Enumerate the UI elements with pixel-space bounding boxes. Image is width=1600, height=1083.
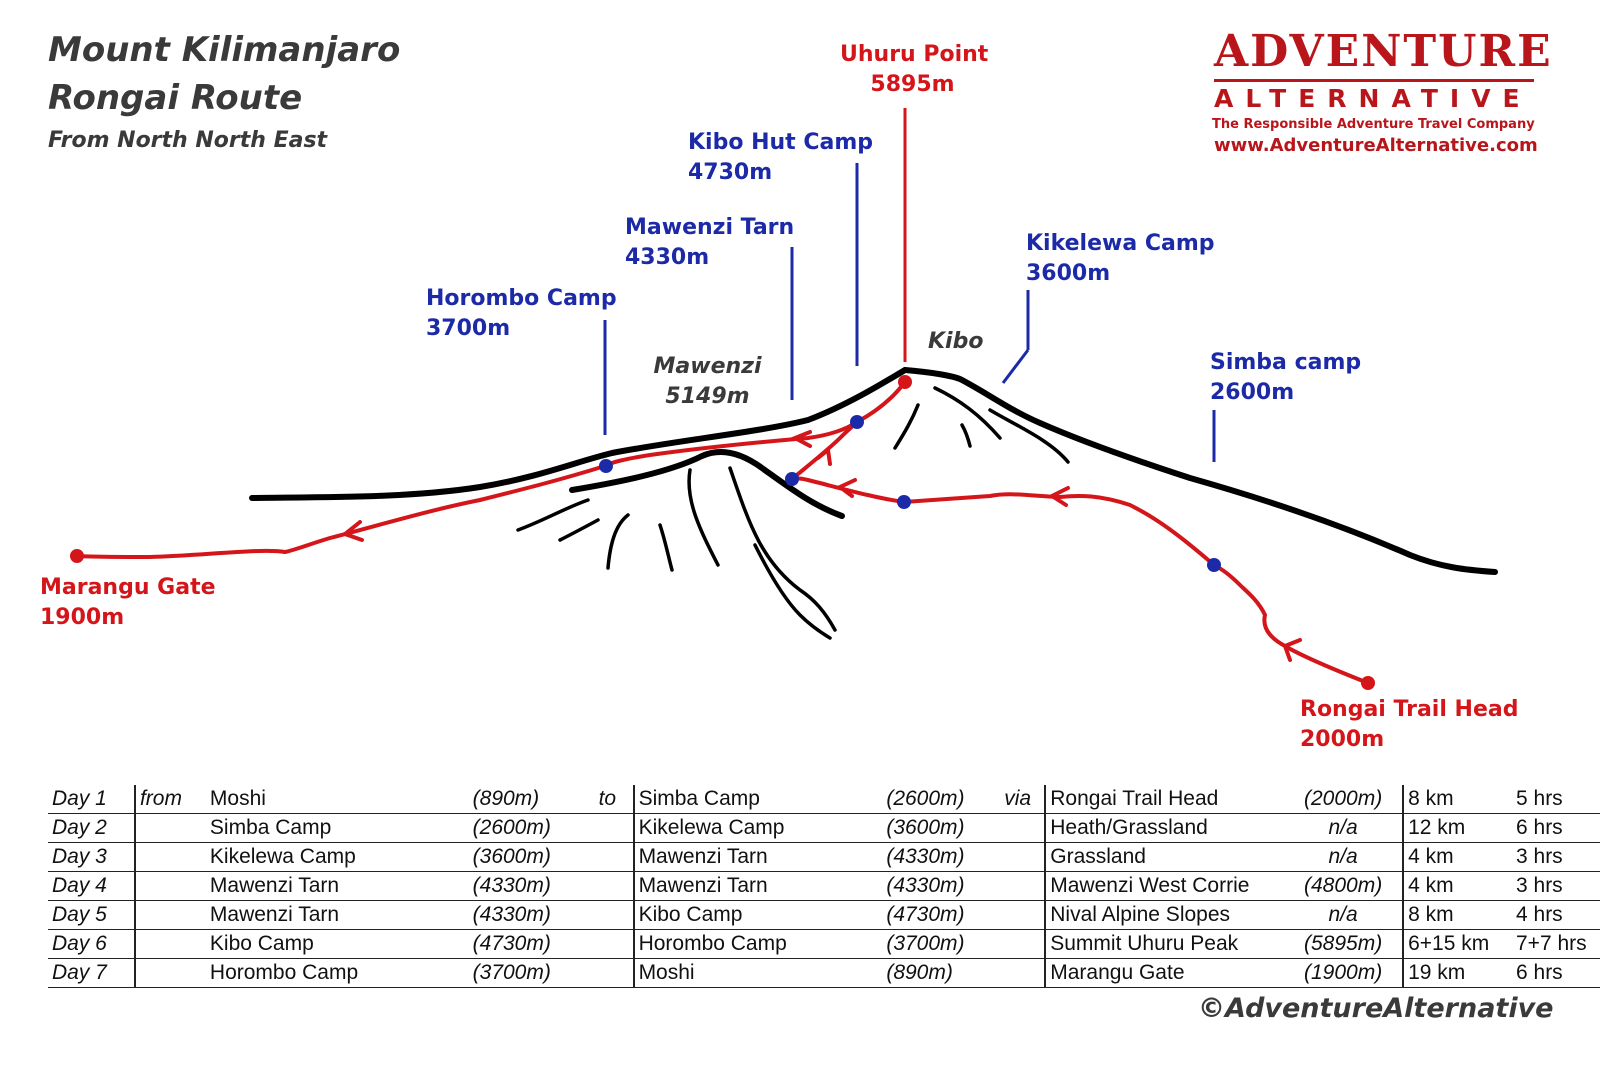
to-alt-cell: (4330m)	[882, 872, 1000, 901]
via-word-cell	[1000, 843, 1045, 872]
title-line-1: Mount Kilimanjaro	[48, 30, 401, 70]
itinerary-row	[48, 872, 1600, 901]
to-word-cell	[595, 901, 634, 930]
point-marangu-gate	[70, 549, 84, 563]
to-cell: Simba Camp	[634, 785, 883, 814]
to-alt-cell: (3600m)	[882, 814, 1000, 843]
from-cell: Kikelewa Camp	[206, 843, 469, 872]
day-cell: Day 7	[48, 959, 135, 988]
from-cell: Simba Camp	[206, 814, 469, 843]
from-word-cell	[135, 843, 206, 872]
from-alt-cell: (890m)	[469, 785, 595, 814]
from-word-cell	[135, 872, 206, 901]
via-cell: Rongai Trail Head	[1045, 785, 1284, 814]
itinerary-row	[48, 843, 1600, 872]
from-alt-cell: (4330m)	[469, 901, 595, 930]
day-cell: Day 3	[48, 843, 135, 872]
via-alt-cell: (1900m)	[1284, 959, 1403, 988]
distance-cell: 6+15 km	[1403, 930, 1512, 959]
day-cell: Day 6	[48, 930, 135, 959]
to-cell: Kikelewa Camp	[634, 814, 883, 843]
from-word-cell	[135, 959, 206, 988]
via-alt-cell: (5895m)	[1284, 930, 1403, 959]
peak-mawenzi	[650, 352, 765, 412]
label-uhuru-alt: 5895m	[870, 72, 955, 97]
day-cell: Day 5	[48, 901, 135, 930]
to-alt-cell: (2600m)	[882, 785, 1000, 814]
from-word-cell	[135, 930, 206, 959]
via-word-cell	[1000, 872, 1045, 901]
label-kikelewa	[1026, 229, 1215, 289]
itinerary-row	[48, 901, 1600, 930]
distance-cell: 4 km	[1403, 872, 1512, 901]
peak-kibo: Kibo	[928, 329, 984, 354]
via-word-cell: via	[1000, 785, 1045, 814]
mawenzi-gullies	[518, 468, 835, 638]
label-rongai-name: Rongai Trail Head	[1300, 697, 1519, 722]
camp-dot-kikelewa	[897, 495, 911, 509]
label-horombo-name: Horombo Camp	[426, 286, 617, 311]
to-alt-cell: (3700m)	[882, 930, 1000, 959]
from-alt-cell: (3600m)	[469, 843, 595, 872]
to-word-cell	[595, 872, 634, 901]
label-kibo-hut-alt: 4730m	[688, 160, 773, 185]
to-cell: Moshi	[634, 959, 883, 988]
label-simba-alt: 2600m	[1210, 380, 1295, 405]
to-alt-cell: (4730m)	[882, 901, 1000, 930]
itinerary-table	[48, 785, 1600, 988]
to-cell: Mawenzi Tarn	[634, 872, 883, 901]
label-rongai	[1300, 695, 1518, 755]
via-cell: Grassland	[1045, 843, 1284, 872]
label-mawenzi-tarn	[625, 213, 794, 273]
to-word-cell	[595, 930, 634, 959]
via-alt-cell: (2000m)	[1284, 785, 1403, 814]
via-alt-cell: (4800m)	[1284, 872, 1403, 901]
distance-cell: 12 km	[1403, 814, 1512, 843]
label-horombo-alt: 3700m	[426, 316, 511, 341]
label-uhuru-name: Uhuru Point	[840, 42, 989, 67]
to-alt-cell: (890m)	[882, 959, 1000, 988]
brand-name: ADVENTURE	[1214, 26, 1553, 77]
label-simba-name: Simba camp	[1210, 350, 1362, 375]
via-alt-cell: n/a	[1284, 901, 1403, 930]
time-cell: 6 hrs	[1512, 814, 1600, 843]
to-alt-cell: (4330m)	[882, 843, 1000, 872]
camp-dot-kibo-hut	[850, 415, 864, 429]
time-cell: 5 hrs	[1512, 785, 1600, 814]
time-cell: 6 hrs	[1512, 959, 1600, 988]
peak-mawenzi-name: Mawenzi	[653, 354, 762, 379]
distance-cell: 19 km	[1403, 959, 1512, 988]
label-marangu-name: Marangu Gate	[40, 575, 216, 600]
brand-name-2: ALTERNATIVE	[1214, 84, 1532, 113]
time-cell: 7+7 hrs	[1512, 930, 1600, 959]
to-word-cell	[595, 843, 634, 872]
kikelewa-leader-2	[1003, 350, 1028, 383]
via-cell: Summit Uhuru Peak	[1045, 930, 1284, 959]
via-word-cell	[1000, 901, 1045, 930]
distance-cell: 8 km	[1403, 785, 1512, 814]
via-cell: Mawenzi West Corrie	[1045, 872, 1284, 901]
camp-dot-horombo	[599, 459, 613, 473]
from-alt-cell: (2600m)	[469, 814, 595, 843]
from-cell: Kibo Camp	[206, 930, 469, 959]
point-uhuru	[898, 375, 912, 389]
via-cell: Heath/Grassland	[1045, 814, 1284, 843]
route-ascent-line	[792, 422, 1368, 683]
label-kikelewa-name: Kikelewa Camp	[1026, 231, 1215, 256]
from-alt-cell: (3700m)	[469, 959, 595, 988]
via-alt-cell: n/a	[1284, 814, 1403, 843]
peak-mawenzi-alt: 5149m	[665, 384, 750, 409]
route-descent-line	[77, 382, 905, 557]
via-word-cell	[1000, 930, 1045, 959]
itinerary-row	[48, 930, 1600, 959]
label-mawenzi-tarn-alt: 4330m	[625, 245, 710, 270]
from-cell: Mawenzi Tarn	[206, 901, 469, 930]
distance-cell: 4 km	[1403, 843, 1512, 872]
via-alt-cell: n/a	[1284, 843, 1403, 872]
label-horombo	[426, 284, 617, 344]
from-cell: Moshi	[206, 785, 469, 814]
time-cell: 4 hrs	[1512, 901, 1600, 930]
label-simba	[1210, 348, 1361, 408]
label-mawenzi-tarn-name: Mawenzi Tarn	[625, 215, 795, 240]
via-word-cell	[1000, 959, 1045, 988]
time-cell: 3 hrs	[1512, 843, 1600, 872]
to-word-cell	[595, 959, 634, 988]
label-rongai-alt: 2000m	[1300, 727, 1385, 752]
time-cell: 3 hrs	[1512, 872, 1600, 901]
label-kibo-hut	[688, 128, 873, 188]
distance-cell: 8 km	[1403, 901, 1512, 930]
label-marangu-alt: 1900m	[40, 605, 125, 630]
itinerary-row	[48, 959, 1600, 988]
camp-dot-mawenzi-tarn	[785, 472, 799, 486]
to-cell: Kibo Camp	[634, 901, 883, 930]
label-kikelewa-alt: 3600m	[1026, 261, 1111, 286]
copyright: ©AdventureAlternative	[1198, 993, 1554, 1024]
from-cell: Mawenzi Tarn	[206, 872, 469, 901]
via-word-cell	[1000, 814, 1045, 843]
from-word-cell: from	[135, 785, 206, 814]
label-marangu	[40, 573, 216, 633]
from-word-cell	[135, 814, 206, 843]
label-kibo-hut-name: Kibo Hut Camp	[688, 130, 874, 155]
from-cell: Horombo Camp	[206, 959, 469, 988]
to-cell: Horombo Camp	[634, 930, 883, 959]
to-word-cell	[595, 814, 634, 843]
title-line-2: Rongai Route	[48, 78, 303, 118]
to-cell: Mawenzi Tarn	[634, 843, 883, 872]
from-alt-cell: (4330m)	[469, 872, 595, 901]
via-cell: Marangu Gate	[1045, 959, 1284, 988]
subtitle: From North North East	[48, 128, 328, 153]
from-word-cell	[135, 901, 206, 930]
itinerary-row	[48, 785, 1600, 814]
itinerary-row	[48, 814, 1600, 843]
label-uhuru	[840, 40, 989, 100]
via-cell: Nival Alpine Slopes	[1045, 901, 1284, 930]
day-cell: Day 4	[48, 872, 135, 901]
day-cell: Day 1	[48, 785, 135, 814]
itinerary-body	[48, 785, 1600, 988]
point-rongai-trail-head	[1361, 676, 1375, 690]
brand-url[interactable]: www.AdventureAlternative.com	[1214, 135, 1538, 156]
brand-tagline: The Responsible Adventure Travel Company	[1212, 117, 1535, 132]
day-cell: Day 2	[48, 814, 135, 843]
from-alt-cell: (4730m)	[469, 930, 595, 959]
camp-dot-simba	[1207, 558, 1221, 572]
to-word-cell: to	[595, 785, 634, 814]
